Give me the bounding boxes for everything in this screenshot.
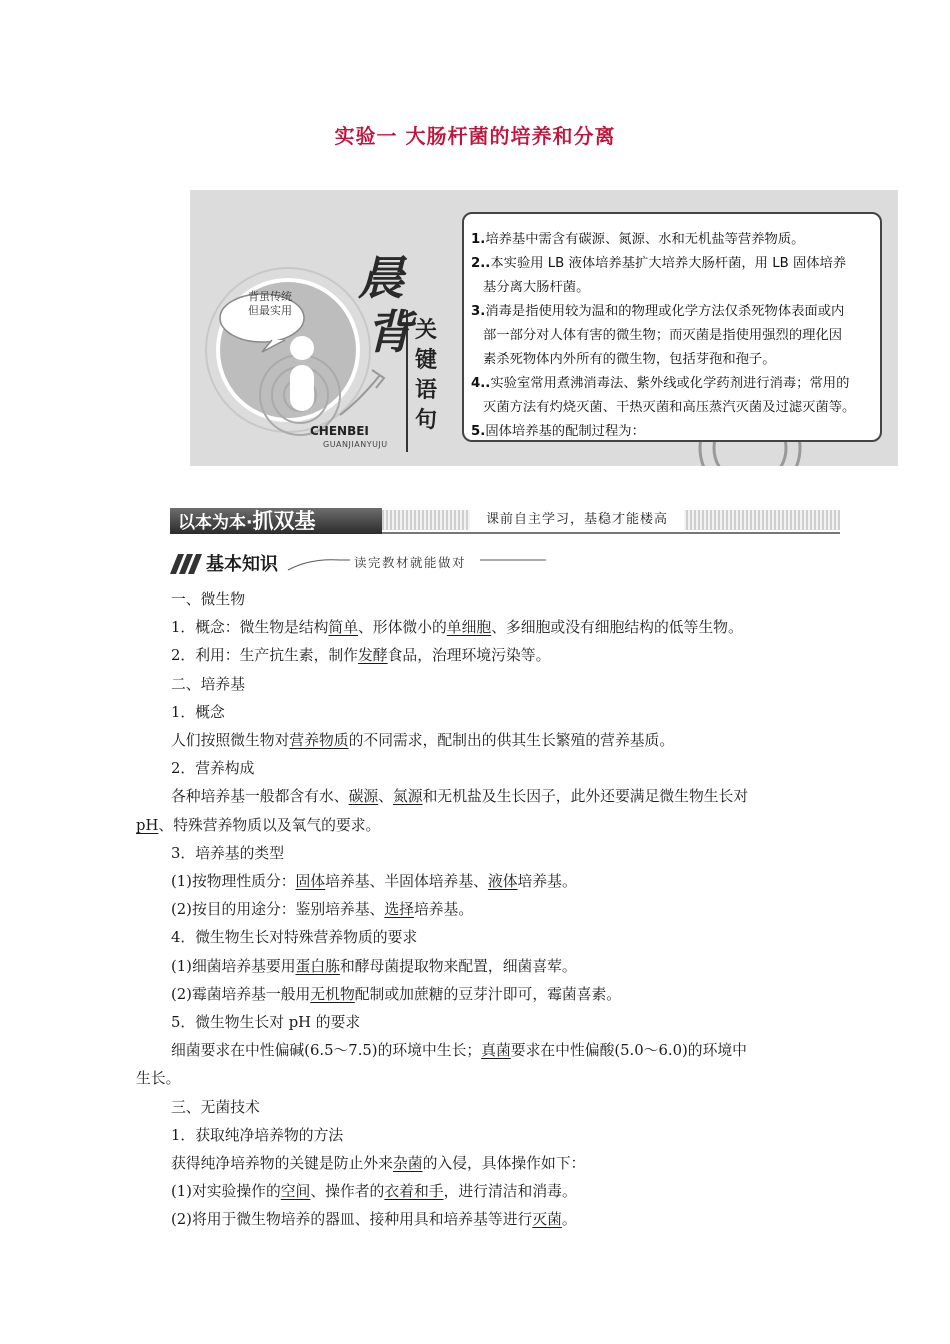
- text-line: (2)将用于微生物培养的器皿、接种用具和培养基等进行灭菌。: [171, 1211, 577, 1229]
- content-body: [136, 586, 840, 1235]
- vertical-char: 键: [414, 348, 437, 373]
- section-header: [170, 508, 840, 538]
- text-line: (2)按目的用途分：鉴别培养基、选择培养基。: [171, 901, 474, 919]
- section-label: 以本为本·抓双基: [170, 508, 382, 534]
- char-bei: 背: [366, 305, 412, 359]
- section-underline: [382, 532, 840, 534]
- key-point: 5.固体培养基的配制过程为：: [471, 424, 645, 439]
- subheading: 1．概念: [171, 703, 225, 721]
- knowledge-title: 基本知识: [206, 554, 278, 575]
- text-line: 1．概念：微生物是结构简单、形体微小的单细胞、多细胞或没有细胞结构的低等生物。: [171, 619, 743, 637]
- text-line: pH、特殊营养物质以及氧气的要求。: [136, 816, 381, 834]
- key-sentences-banner: [190, 190, 898, 466]
- vertical-char: 句: [414, 408, 437, 433]
- section-subtitle: 课前自主学习，基稳才能楼高: [470, 509, 684, 531]
- subheading: 1．获取纯净培养物的方法: [171, 1126, 344, 1144]
- speech-bubble: [230, 290, 310, 318]
- speech-line-1: 背虽传统: [248, 290, 292, 303]
- text-line: 细菌要求在中性偏碱(6.5～7.5)的环境中生长；真菌要求在中性偏酸(5.0～6.0)的环境中: [171, 1042, 747, 1060]
- text-line: 各种培养基一般都含有水、碳源、氮源和无机盐及生长因子，此外还要满足微生物生长对: [171, 788, 749, 806]
- key-point-cont: 素杀死物体内外所有的微生物，包括芽孢和孢子。: [483, 352, 776, 367]
- knowledge-subtitle: 读完教材就能做对: [354, 555, 467, 570]
- subheading: 3．培养基的类型: [171, 844, 284, 862]
- key-points-box: [462, 212, 882, 442]
- key-point-cont: 灭菌方法有灼烧灭菌、干热灭菌和高压蒸汽灭菌及过滤灭菌等。: [483, 400, 856, 415]
- text-line: 人们按照微生物对营养物质的不同需求，配制出的供其生长繁殖的营养基质。: [171, 732, 675, 750]
- key-point: 3.消毒是指使用较为温和的物理或化学方法仅杀死物体表面或内: [471, 304, 845, 319]
- banner-en-sub: GUANJIANYUJU: [323, 440, 388, 449]
- banner-en-main: CHENBEI: [310, 424, 369, 438]
- vertical-label: [412, 316, 440, 436]
- text-line: (1)细菌培养基要用蛋白胨和酵母菌提取物来配置，细菌喜荤。: [171, 957, 577, 975]
- vertical-char: 关: [414, 318, 437, 343]
- key-point: 2..本实验用 LB 液体培养基扩大培养大肠杆菌，用 LB 固体培养: [471, 256, 847, 271]
- text-line: (1)按物理性质分：固体培养基、半固体培养基、液体培养基。: [171, 873, 577, 891]
- page-title: 实验一 大肠杆菌的培养和分离: [334, 124, 616, 148]
- text-line: 获得纯净培养物的关键是防止外来杂菌的入侵，具体操作如下：: [171, 1155, 586, 1173]
- speech-line-2: 但最实用: [248, 304, 292, 317]
- key-point-cont: 部一部分对人体有害的微生物；而灭菌是指使用强烈的理化因: [483, 328, 843, 343]
- subheading: 2．营养构成: [171, 760, 255, 778]
- text-line: (1)对实验操作的空间、操作者的衣着和手，进行清洁和消毒。: [171, 1183, 577, 1201]
- stripes-icon: [170, 554, 204, 574]
- char-chen: 晨: [358, 251, 404, 305]
- text-line: 生长。: [136, 1070, 181, 1088]
- key-point: 1.培养基中需含有碳源、氮源、水和无机盐等营养物质。: [471, 232, 805, 247]
- key-point-cont: 基分离大肠杆菌。: [483, 280, 590, 295]
- heading-microbe: 一、微生物: [171, 591, 245, 608]
- heading-medium: 二、培养基: [171, 675, 245, 693]
- subheading: 5．微生物生长对 pH 的要求: [171, 1014, 361, 1032]
- knowledge-header: [170, 550, 550, 576]
- heading-aseptic: 三、无菌技术: [171, 1098, 260, 1116]
- vertical-char: 语: [414, 378, 437, 403]
- text-line: (2)霉菌培养基一般用无机物配制或加蔗糖的豆芽汁即可，霉菌喜素。: [171, 985, 622, 1003]
- key-point: 4..实验室常用煮沸消毒法、紫外线或化学药剂进行消毒；常用的: [471, 376, 850, 391]
- text-line: 2．利用：生产抗生素，制作发酵食品，治理环境污染等。: [171, 647, 551, 665]
- subheading: 4．微生物生长对特殊营养物质的要求: [171, 929, 418, 947]
